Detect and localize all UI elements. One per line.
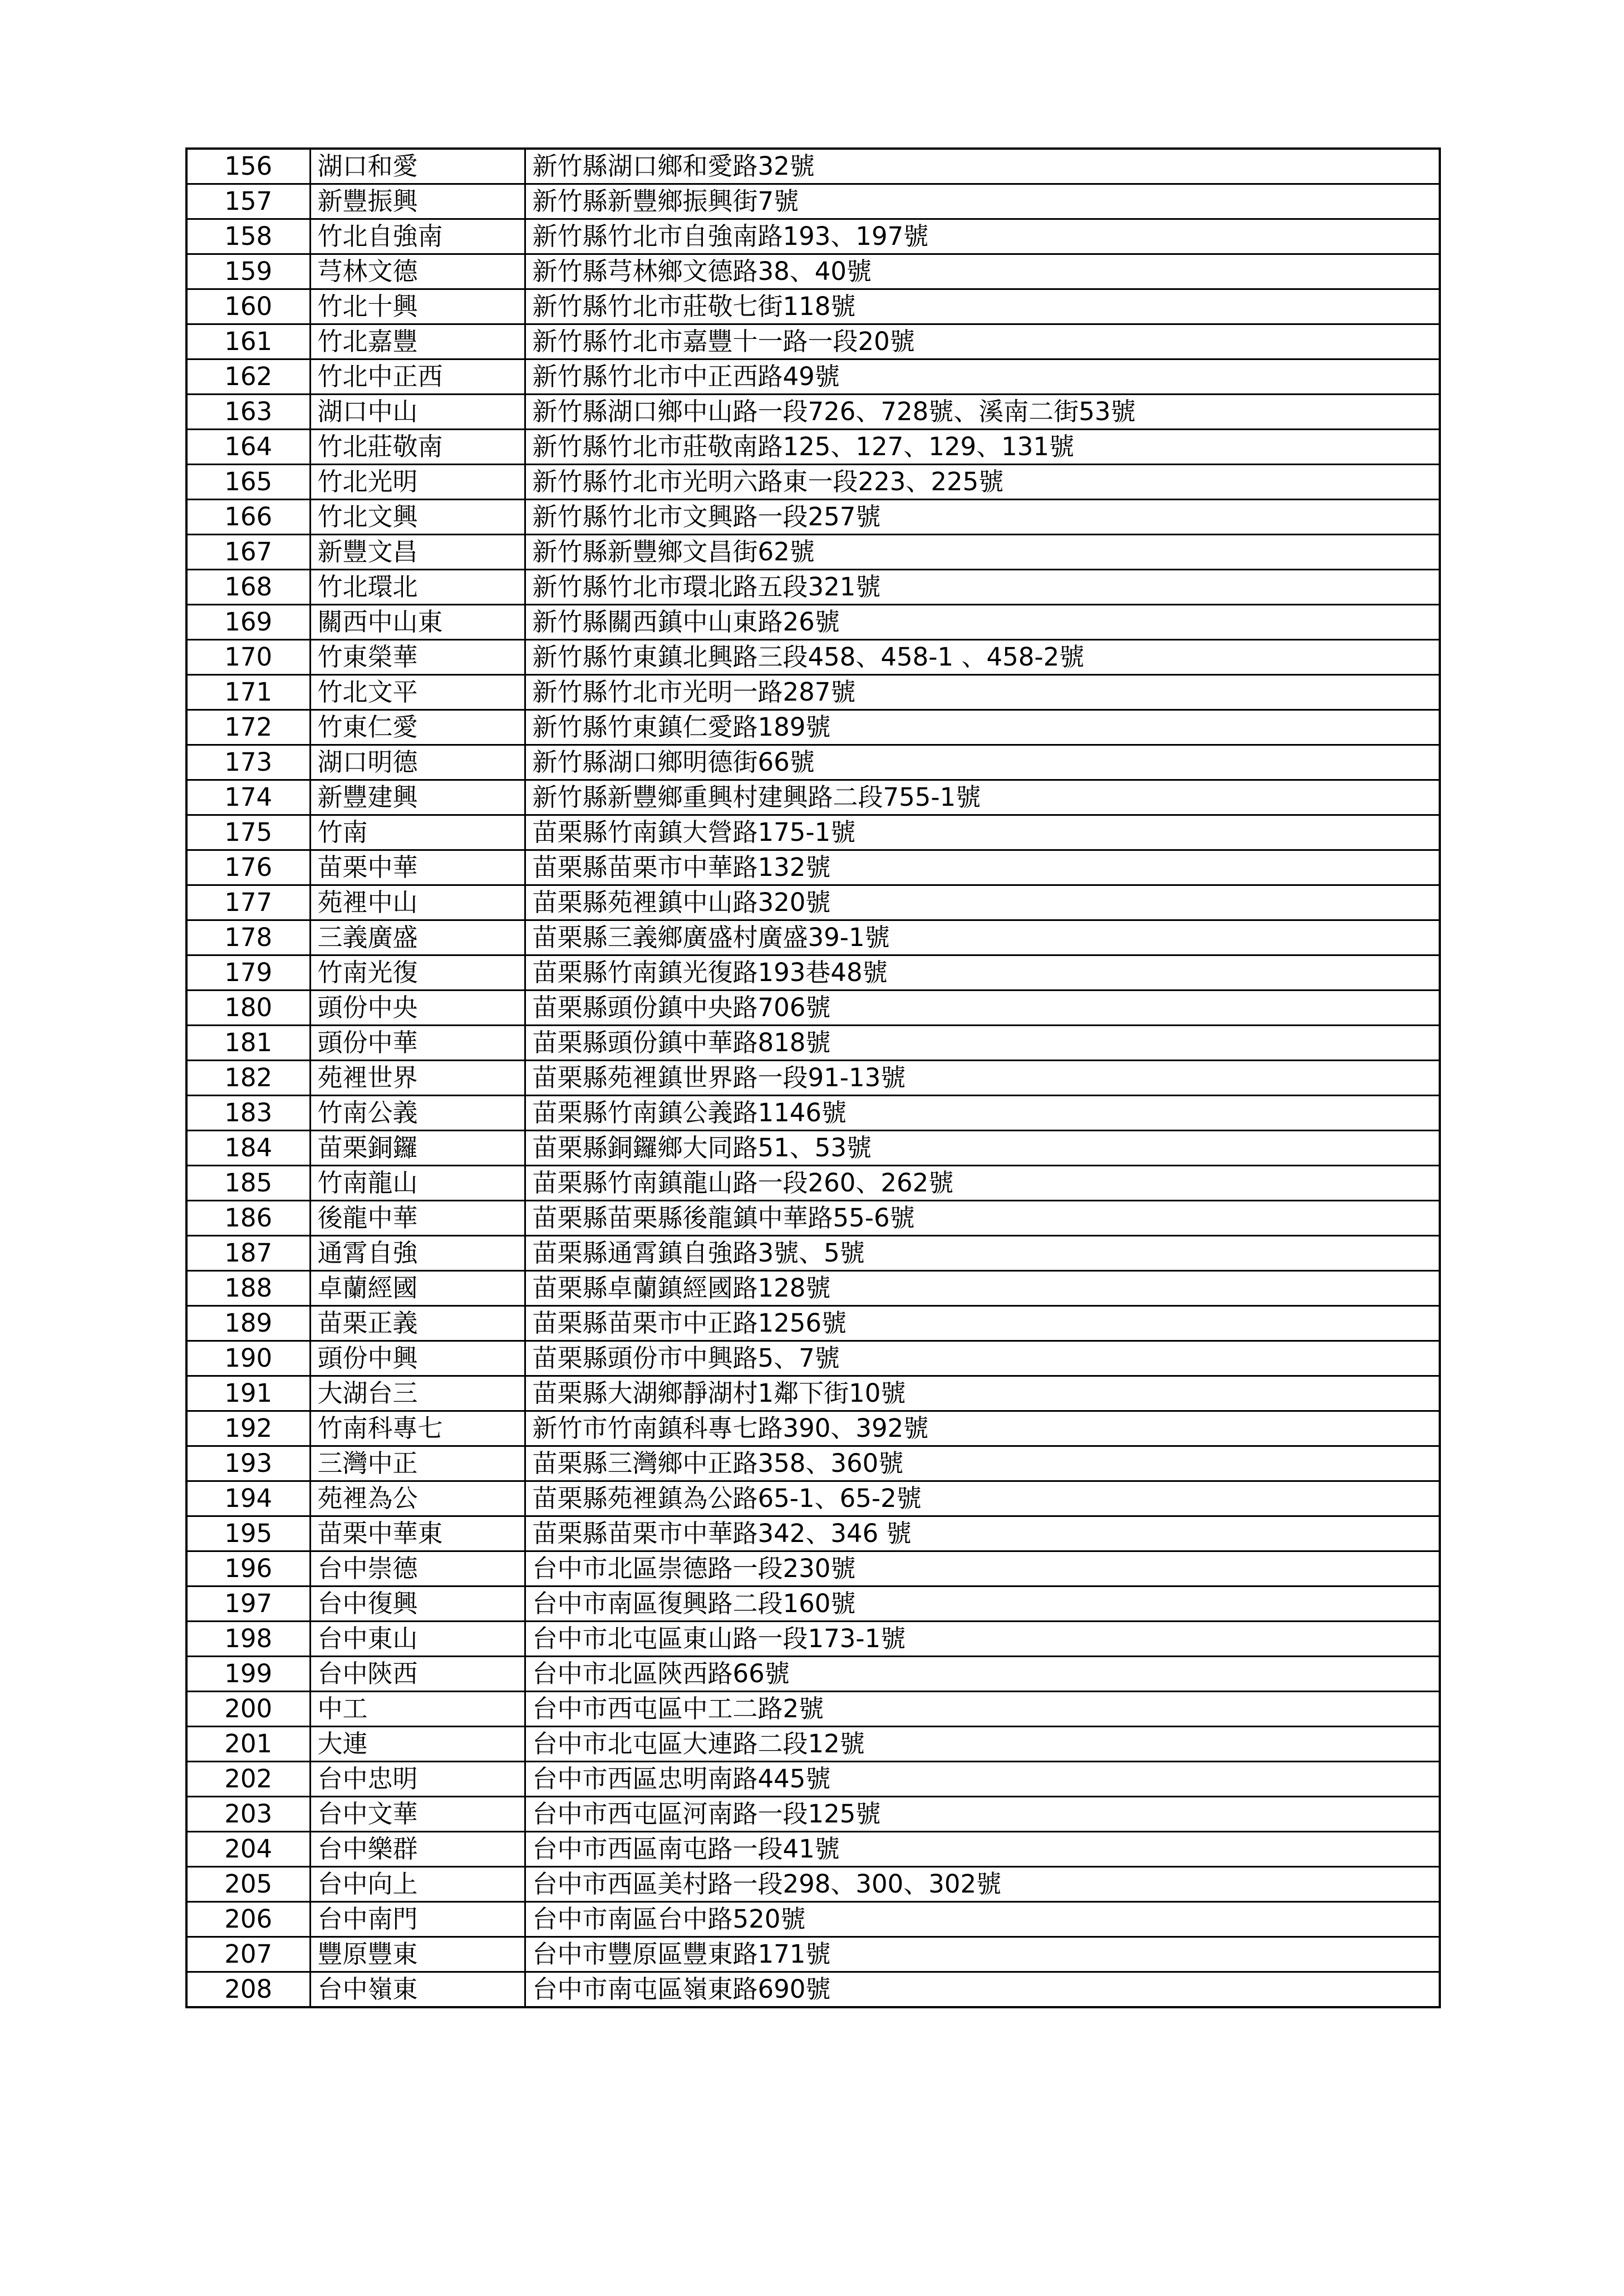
store-name: 新豐建興 [310,780,525,815]
row-number: 186 [186,1201,310,1236]
table-row [186,500,1440,535]
table-row [186,640,1440,675]
store-address: 台中市南區復興路二段160號 [525,1586,1440,1622]
store-name: 頭份中華 [310,1026,525,1061]
row-number: 158 [186,219,310,254]
store-address: 苗栗縣頭份市中興路5、7號 [525,1341,1440,1376]
row-number: 191 [186,1376,310,1411]
store-address: 苗栗縣苗栗縣後龍鎮中華路55-6號 [525,1201,1440,1236]
store-name: 竹南龍山 [310,1166,525,1201]
row-number: 174 [186,780,310,815]
table-row [186,1586,1440,1622]
row-number: 169 [186,605,310,640]
row-number: 201 [186,1727,310,1762]
table-row [186,535,1440,570]
store-name: 通霄自強 [310,1236,525,1271]
row-number: 182 [186,1061,310,1096]
table-row [186,1657,1440,1692]
table-row [186,430,1440,465]
store-name: 新豐振興 [310,184,525,219]
row-number: 159 [186,254,310,289]
store-name: 竹南光復 [310,955,525,991]
row-number: 164 [186,430,310,465]
store-name: 苗栗中華 [310,850,525,885]
table-row [186,1236,1440,1271]
row-number: 166 [186,500,310,535]
table-row [186,955,1440,991]
store-address: 台中市北屯區大連路二段12號 [525,1727,1440,1762]
row-number: 202 [186,1762,310,1797]
table-row [186,745,1440,780]
table-row [186,920,1440,955]
row-number: 185 [186,1166,310,1201]
table-row [186,885,1440,920]
store-name: 竹東仁愛 [310,710,525,745]
store-table [185,147,1441,2008]
row-number: 208 [186,1972,310,2008]
store-address: 台中市西區南屯路一段41號 [525,1832,1440,1867]
row-number: 177 [186,885,310,920]
store-name: 台中東山 [310,1622,525,1657]
store-address: 台中市南屯區嶺東路690號 [525,1972,1440,2008]
row-number: 184 [186,1131,310,1166]
row-number: 172 [186,710,310,745]
table-row [186,1516,1440,1551]
store-address: 苗栗縣通霄鎮自強路3號、5號 [525,1236,1440,1271]
row-number: 195 [186,1516,310,1551]
table-row [186,1902,1440,1937]
table-row [186,359,1440,395]
table-row [186,219,1440,254]
row-number: 183 [186,1096,310,1131]
store-address: 新竹縣竹東鎮北興路三段458、458-1 、458-2號 [525,640,1440,675]
table-row [186,1061,1440,1096]
row-number: 198 [186,1622,310,1657]
row-number: 194 [186,1481,310,1516]
store-address: 苗栗縣苑裡鎮世界路一段91-13號 [525,1061,1440,1096]
table-row [186,1692,1440,1727]
store-address: 新竹縣竹北市莊敬七街118號 [525,289,1440,324]
store-name: 大連 [310,1727,525,1762]
store-name: 苗栗正義 [310,1306,525,1341]
store-address: 台中市北區崇德路一段230號 [525,1551,1440,1586]
row-number: 173 [186,745,310,780]
store-address: 新竹縣新豐鄉重興村建興路二段755-1號 [525,780,1440,815]
store-name: 湖口明德 [310,745,525,780]
table-row [186,1271,1440,1306]
table-row [186,1096,1440,1131]
store-name: 台中向上 [310,1867,525,1902]
store-name: 大湖台三 [310,1376,525,1411]
table-row [186,605,1440,640]
store-address: 苗栗縣苗栗市中正路1256號 [525,1306,1440,1341]
store-name: 苗栗中華東 [310,1516,525,1551]
row-number: 171 [186,675,310,710]
store-address: 苗栗縣苗栗市中華路342、346 號 [525,1516,1440,1551]
table-row [186,465,1440,500]
store-address: 新竹縣竹北市莊敬南路125、127、129、131號 [525,430,1440,465]
store-name: 竹北自強南 [310,219,525,254]
store-address: 新竹縣竹北市嘉豐十一路一段20號 [525,324,1440,359]
row-number: 162 [186,359,310,395]
store-address: 苗栗縣大湖鄉靜湖村1鄰下街10號 [525,1376,1440,1411]
store-name: 台中文華 [310,1797,525,1832]
row-number: 178 [186,920,310,955]
store-name: 台中崇德 [310,1551,525,1586]
row-number: 187 [186,1236,310,1271]
table-row [186,710,1440,745]
store-address: 苗栗縣銅鑼鄉大同路51、53號 [525,1131,1440,1166]
store-address: 苗栗縣苗栗市中華路132號 [525,850,1440,885]
row-number: 156 [186,149,310,184]
row-number: 206 [186,1902,310,1937]
store-address: 新竹縣關西鎮中山東路26號 [525,605,1440,640]
store-name: 竹北莊敬南 [310,430,525,465]
store-name: 台中復興 [310,1586,525,1622]
table-row [186,675,1440,710]
store-name: 芎林文德 [310,254,525,289]
table-row [186,149,1440,184]
store-name: 頭份中興 [310,1341,525,1376]
store-name: 湖口中山 [310,395,525,430]
store-name: 苗栗銅鑼 [310,1131,525,1166]
table-row [186,395,1440,430]
store-name: 竹北嘉豐 [310,324,525,359]
store-name: 竹北十興 [310,289,525,324]
store-address: 新竹縣竹北市光明一路287號 [525,675,1440,710]
store-name: 竹東榮華 [310,640,525,675]
store-address: 台中市北屯區東山路一段173-1號 [525,1622,1440,1657]
store-address: 苗栗縣三義鄉廣盛村廣盛39-1號 [525,920,1440,955]
store-address: 苗栗縣頭份鎮中央路706號 [525,991,1440,1026]
store-address: 新竹縣竹東鎮仁愛路189號 [525,710,1440,745]
store-address: 台中市西屯區中工二路2號 [525,1692,1440,1727]
store-name: 豐原豐東 [310,1937,525,1972]
table-row [186,1376,1440,1411]
store-name: 竹北環北 [310,570,525,605]
row-number: 189 [186,1306,310,1341]
store-address: 苗栗縣頭份鎮中華路818號 [525,1026,1440,1061]
row-number: 176 [186,850,310,885]
row-number: 160 [186,289,310,324]
store-name: 中工 [310,1692,525,1727]
store-name: 新豐文昌 [310,535,525,570]
store-name: 台中南門 [310,1902,525,1937]
table-row [186,289,1440,324]
table-row [186,1026,1440,1061]
store-name: 台中嶺東 [310,1972,525,2008]
row-number: 190 [186,1341,310,1376]
table-row [186,1481,1440,1516]
store-address: 苗栗縣竹南鎮大營路175-1號 [525,815,1440,850]
row-number: 170 [186,640,310,675]
row-number: 167 [186,535,310,570]
table-row [186,1727,1440,1762]
store-address: 苗栗縣三灣鄉中正路358、360號 [525,1446,1440,1481]
store-name: 竹北文興 [310,500,525,535]
store-address: 台中市西區美村路一段298、300、302號 [525,1867,1440,1902]
store-address: 新竹市竹南鎮科專七路390、392號 [525,1411,1440,1446]
store-name: 竹北光明 [310,465,525,500]
store-name: 三灣中正 [310,1446,525,1481]
store-name: 竹北文平 [310,675,525,710]
table-row [186,1306,1440,1341]
table-row [186,1762,1440,1797]
store-address: 新竹縣竹北市文興路一段257號 [525,500,1440,535]
row-number: 163 [186,395,310,430]
store-address: 台中市北區陝西路66號 [525,1657,1440,1692]
store-name: 苑裡中山 [310,885,525,920]
table-row [186,991,1440,1026]
table-row [186,1411,1440,1446]
table-row [186,1131,1440,1166]
store-address: 苗栗縣苑裡鎮為公路65-1、65-2號 [525,1481,1440,1516]
store-name: 竹北中正西 [310,359,525,395]
store-address: 台中市豐原區豐東路171號 [525,1937,1440,1972]
row-number: 188 [186,1271,310,1306]
store-name: 竹南 [310,815,525,850]
store-name: 台中樂群 [310,1832,525,1867]
table-row [186,815,1440,850]
store-address: 新竹縣竹北市光明六路東一段223、225號 [525,465,1440,500]
store-address: 新竹縣芎林鄉文德路38、40號 [525,254,1440,289]
store-name: 竹南科專七 [310,1411,525,1446]
store-name: 苑裡世界 [310,1061,525,1096]
table-row [186,324,1440,359]
row-number: 197 [186,1586,310,1622]
store-table-body [186,149,1440,2007]
row-number: 196 [186,1551,310,1586]
row-number: 165 [186,465,310,500]
row-number: 180 [186,991,310,1026]
store-address: 新竹縣新豐鄉文昌街62號 [525,535,1440,570]
store-name: 三義廣盛 [310,920,525,955]
store-address: 台中市西屯區河南路一段125號 [525,1797,1440,1832]
store-address: 苗栗縣竹南鎮龍山路一段260、262號 [525,1166,1440,1201]
row-number: 157 [186,184,310,219]
store-address: 新竹縣湖口鄉明德街66號 [525,745,1440,780]
store-name: 湖口和愛 [310,149,525,184]
table-row [186,1446,1440,1481]
row-number: 200 [186,1692,310,1727]
store-name: 台中陝西 [310,1657,525,1692]
store-name: 竹南公義 [310,1096,525,1131]
row-number: 168 [186,570,310,605]
row-number: 199 [186,1657,310,1692]
store-address: 苗栗縣竹南鎮光復路193巷48號 [525,955,1440,991]
store-name: 苑裡為公 [310,1481,525,1516]
table-row [186,1551,1440,1586]
store-name: 台中忠明 [310,1762,525,1797]
store-address: 新竹縣新豐鄉振興街7號 [525,184,1440,219]
table-row [186,184,1440,219]
table-row [186,1867,1440,1902]
row-number: 204 [186,1832,310,1867]
store-address: 苗栗縣苑裡鎮中山路320號 [525,885,1440,920]
row-number: 193 [186,1446,310,1481]
store-name: 後龍中華 [310,1201,525,1236]
table-row [186,1201,1440,1236]
table-row [186,1937,1440,1972]
row-number: 175 [186,815,310,850]
table-row [186,1622,1440,1657]
table-row [186,780,1440,815]
table-row [186,254,1440,289]
store-address: 苗栗縣竹南鎮公義路1146號 [525,1096,1440,1131]
store-address: 台中市南區台中路520號 [525,1902,1440,1937]
row-number: 179 [186,955,310,991]
store-address: 新竹縣湖口鄉中山路一段726、728號、溪南二街53號 [525,395,1440,430]
store-name: 卓蘭經國 [310,1271,525,1306]
store-address: 新竹縣竹北市中正西路49號 [525,359,1440,395]
table-row [186,850,1440,885]
table-row [186,1341,1440,1376]
store-address: 苗栗縣卓蘭鎮經國路128號 [525,1271,1440,1306]
table-row [186,1832,1440,1867]
store-name: 關西中山東 [310,605,525,640]
table-row [186,1972,1440,2008]
store-address: 新竹縣湖口鄉和愛路32號 [525,149,1440,184]
table-row [186,570,1440,605]
row-number: 207 [186,1937,310,1972]
store-address: 新竹縣竹北市環北路五段321號 [525,570,1440,605]
store-address: 台中市西區忠明南路445號 [525,1762,1440,1797]
table-row [186,1797,1440,1832]
table-row [186,1166,1440,1201]
store-name: 頭份中央 [310,991,525,1026]
row-number: 203 [186,1797,310,1832]
store-address: 新竹縣竹北市自強南路193、197號 [525,219,1440,254]
row-number: 192 [186,1411,310,1446]
row-number: 181 [186,1026,310,1061]
row-number: 161 [186,324,310,359]
row-number: 205 [186,1867,310,1902]
